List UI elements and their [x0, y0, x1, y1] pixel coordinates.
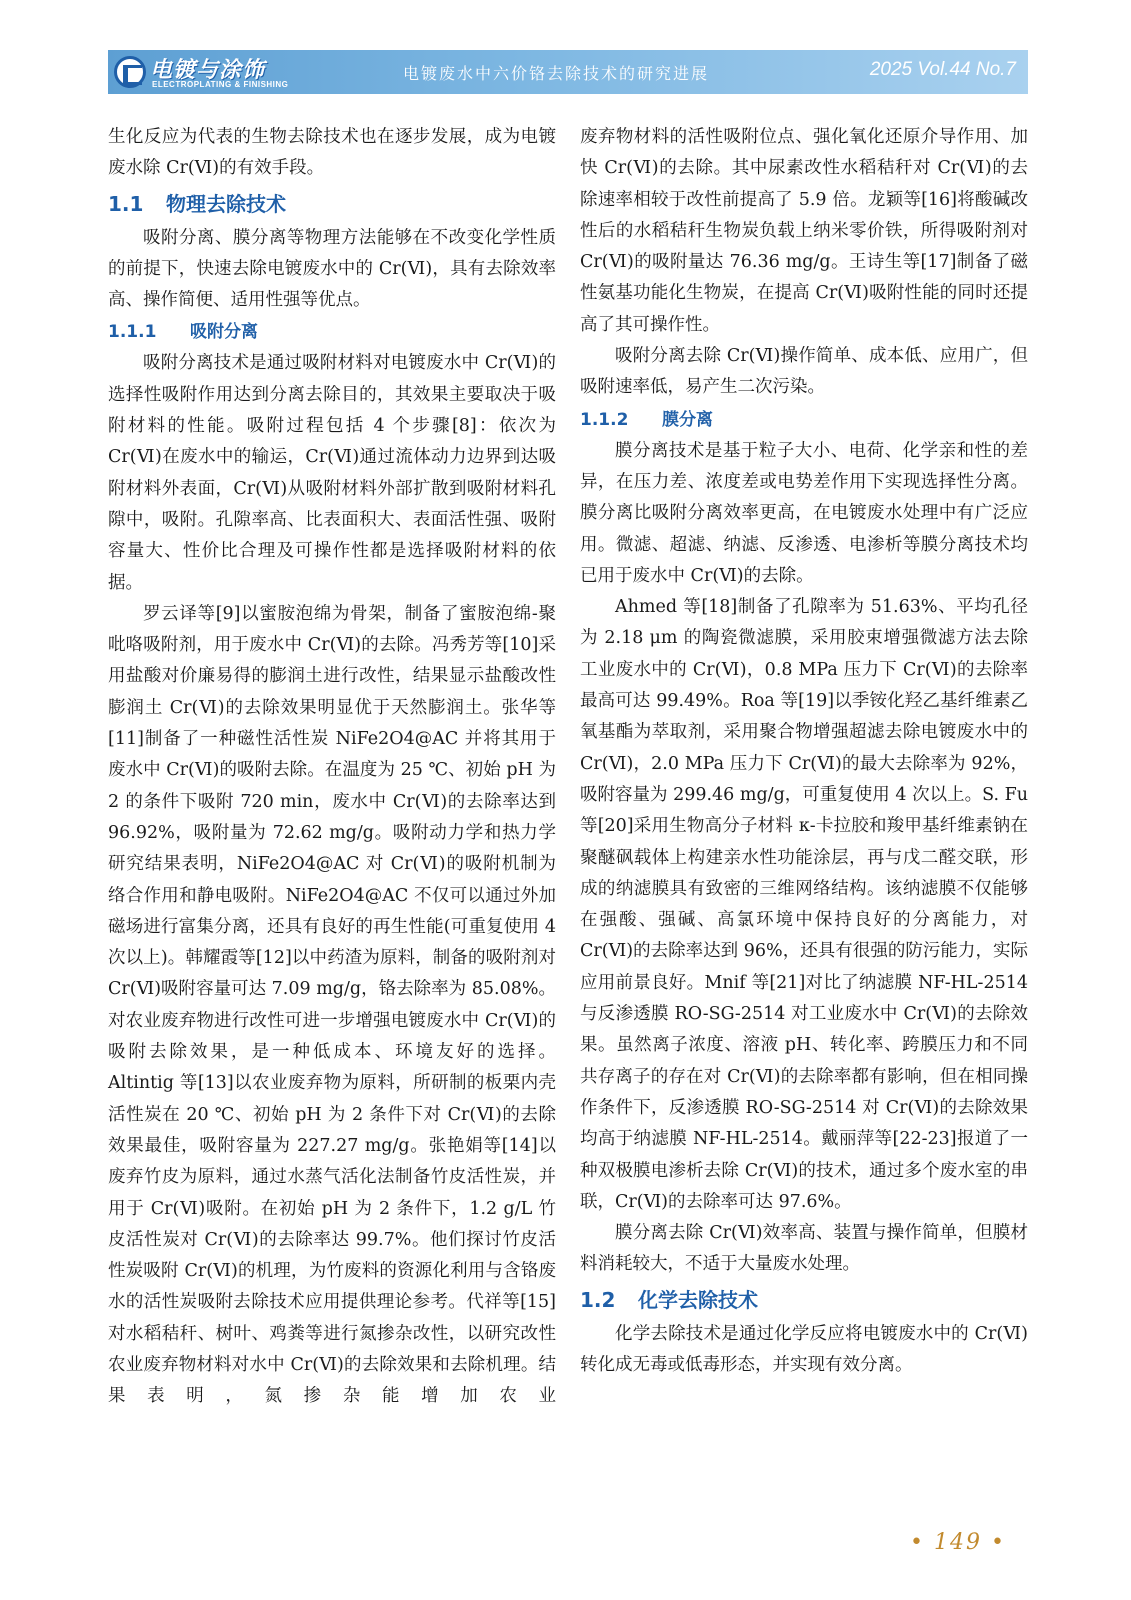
subsection-heading — [580, 404, 1028, 436]
subsection-number: 1.1.2 — [580, 409, 629, 430]
subsection-title: 吸附分离 — [190, 322, 258, 343]
left-column — [108, 122, 556, 1413]
journal-name-cn: 电镀与涂饰 — [150, 58, 266, 83]
paragraph: 吸附分离、膜分离等物理方法能够在不改变化学性质的前提下，快速去除电镀废水中的 Cr(Ⅵ)，具有去除效率高、操作简便、适用性强等优点。 — [108, 227, 556, 311]
paragraph: 吸附分离去除 Cr(Ⅵ)操作简单、成本低、应用广，但吸附速率低，易产生二次污染。 — [580, 346, 1028, 398]
paragraph: 膜分离去除 Cr(Ⅵ)效率高、装置与操作简单，但膜材料消耗较大，不适于大量废水处理。 — [580, 1223, 1028, 1275]
paragraph: 废弃物材料的活性吸附位点、强化氧化还原介导作用、加快 Cr(Ⅵ)的去除。其中尿素改性水稻秸秆对 Cr(Ⅵ)的去除速率相较于改性前提高了 5.9 倍。龙颖等[16]将酸碱改性后的水稻秸秆生物炭负载上纳米零价铁，所得吸附剂对 Cr(Ⅵ)的吸附量达 76.36 mg/g。王诗生等[17]制备了磁性氨基功能化生物炭，在提高 Cr(Ⅵ)吸附性能的同时还提高了其可操作性。 — [580, 127, 1028, 335]
paragraph: 生化反应为代表的生物去除技术也在逐步发展，成为电镀废水除 Cr(Ⅵ)的有效手段。 — [108, 127, 556, 179]
section-title: 物理去除技术 — [166, 191, 286, 216]
paragraph: 罗云译等[9]以蜜胺泡绵为骨架，制备了蜜胺泡绵-聚吡咯吸附剂，用于废水中 Cr(Ⅵ)的去除。冯秀芳等[10]采用盐酸对价廉易得的膨润土进行改性，结果显示盐酸改性膨润土 Cr(Ⅵ)的去除效果明显优于天然膨润土。张华等[11]制备了一种磁性活性炭 NiFe2O4@AC 并将其用于废水中 Cr(Ⅵ)的吸附去除。在温度为 25 ℃、初始 pH 为 2 的条件下吸附 720 min，废水中 Cr(Ⅵ)的去除率达到 96.92%，吸附量为 72.62 mg/g。吸附动力学和热力学研究结果表明，NiFe2O4@AC 对 Cr(Ⅵ)的吸附机制为络合作用和静电吸附。NiFe2O4@AC 不仅可以通过外加磁场进行富集分离，还具有良好的再生性能(可重复使用 4 次以上)。韩耀霞等[12]以中药渣为原料，制备的吸附剂对 Cr(Ⅵ)吸附容量可达 7.09 mg/g，铬去除率为 85.08%。对农业废弃物进行改性可进一步增强电镀废水中 Cr(Ⅵ)的吸附去除效果，是一种低成本、环境友好的选择。Altintig 等[13]以农业废弃物为原料，所研制的板栗内壳活性炭在 20 ℃、初始 pH 为 2 条件下对 Cr(Ⅵ)的去除效果最佳，吸附容量为 227.27 mg/g。张艳娟等[14]以废弃竹皮为原料，通过水蒸气活化法制备竹皮活性炭，并用于 Cr(Ⅵ)吸附。在初始 pH 为 2 条件下，1.2 g/L 竹皮活性炭对 Cr(Ⅵ)的去除率达 99.7%。他们探讨竹皮活性炭吸附 Cr(Ⅵ)的机理，为竹废料的资源化利用与含铬废水的活性炭吸附去除技术应用提供理论参考。代祥等[15]对水稻秸秆、树叶、鸡粪等进行氮掺杂改性，以研究改性农业废弃物材料对水中 Cr(Ⅵ)的去除效果和去除机理。结果表明，氮掺杂能增加农业 — [108, 603, 556, 1407]
subsection-title: 膜分离 — [662, 409, 713, 430]
page-header — [108, 50, 1028, 94]
paragraph: Ahmed 等[18]制备了孔隙率为 51.63%、平均孔径为 2.18 μm 的陶瓷微滤膜，采用胶束增强微滤方法去除工业废水中的 Cr(Ⅵ)，0.8 MPa 压力下 Cr(Ⅵ)的去除率最高可达 99.49%。Roa 等[19]以季铵化羟乙基纤维素乙氧基酯为萃取剂，采用聚合物增强超滤去除电镀废水中的 Cr(Ⅵ)，2.0 MPa 压力下 Cr(Ⅵ)的最大去除率为 92%，吸附容量为 299.46 mg/g，可重复使用 4 次以上。S. Fu 等[20]采用生物高分子材料 κ-卡拉胶和羧甲基纤维素钠在聚醚砜载体上构建亲水性功能涂层，再与戊二醛交联，形成的纳滤膜具有致密的三维网络结构。该纳滤膜不仅能够在强酸、强碱、高氯环境中保持良好的分离能力，对 Cr(Ⅵ)的去除率达到 96%，还具有很强的防污能力，实际应用前景良好。Mnif 等[21]对比了纳滤膜 NF-HL-2514 与反渗透膜 RO-SG-2514 对工业废水中 Cr(Ⅵ)的去除效果。虽然离子浓度、溶液 pH、转化率、跨膜压力和不同共存离子的存在对 Cr(Ⅵ)的去除率都有影响，但在相同操作条件下，反渗透膜 RO-SG-2514 对 Cr(Ⅵ)的去除效果均高于纳滤膜 NF-HL-2514。戴丽萍等[22-23]报道了一种双极膜电渗析去除 Cr(Ⅵ)的技术，通过多个废水室的串联，Cr(Ⅵ)的去除率可达 97.6%。 — [580, 597, 1028, 1212]
subsection-number: 1.1.1 — [108, 322, 157, 343]
journal-name-en: ELECTROPLATING & FINISHING — [152, 80, 289, 89]
running-title: 电镀废水中六价铬去除技术的研究进展 — [403, 64, 710, 83]
paragraph: 吸附分离技术是通过吸附材料对电镀废水中 Cr(Ⅵ)的选择性吸附作用达到分离去除目的，其效果主要取决于吸附材料的性能。吸附过程包括 4 个步骤[8]：依次为 Cr(Ⅵ)在废水中的输运，Cr(Ⅵ)通过流体动力边界到达吸附材料外表面，Cr(Ⅵ)从吸附材料外部扩散到吸附材料孔隙中，吸附。孔隙率高、比表面积大、表面活性强、吸附容量大、性价比合理及可操作性都是选择吸附材料的依据。 — [108, 353, 556, 593]
section-number: 1.2 — [580, 1287, 616, 1312]
paragraph: 膜分离技术是基于粒子大小、电荷、化学亲和性的差异，在压力差、浓度差或电势差作用下实现选择性分离。膜分离比吸附分离效率更高，在电镀废水处理中有广泛应用。微滤、超滤、纳滤、反渗透、电渗析等膜分离技术均已用于废水中 Cr(Ⅵ)的去除。 — [580, 440, 1028, 586]
journal-logo-icon — [114, 56, 146, 88]
page-number: • 149 • — [910, 1530, 1006, 1555]
section-title: 化学去除技术 — [638, 1287, 758, 1312]
section-number: 1.1 — [108, 191, 144, 216]
paragraph: 化学去除技术是通过化学反应将电镀废水中的 Cr(Ⅵ)转化成无毒或低毒形态，并实现有效分离。 — [580, 1323, 1028, 1375]
section-heading — [580, 1283, 1028, 1317]
right-column — [580, 122, 1028, 1381]
section-heading — [108, 187, 556, 221]
subsection-heading — [108, 316, 556, 348]
issue-info: 2025 Vol.44 No.7 — [869, 59, 1016, 80]
